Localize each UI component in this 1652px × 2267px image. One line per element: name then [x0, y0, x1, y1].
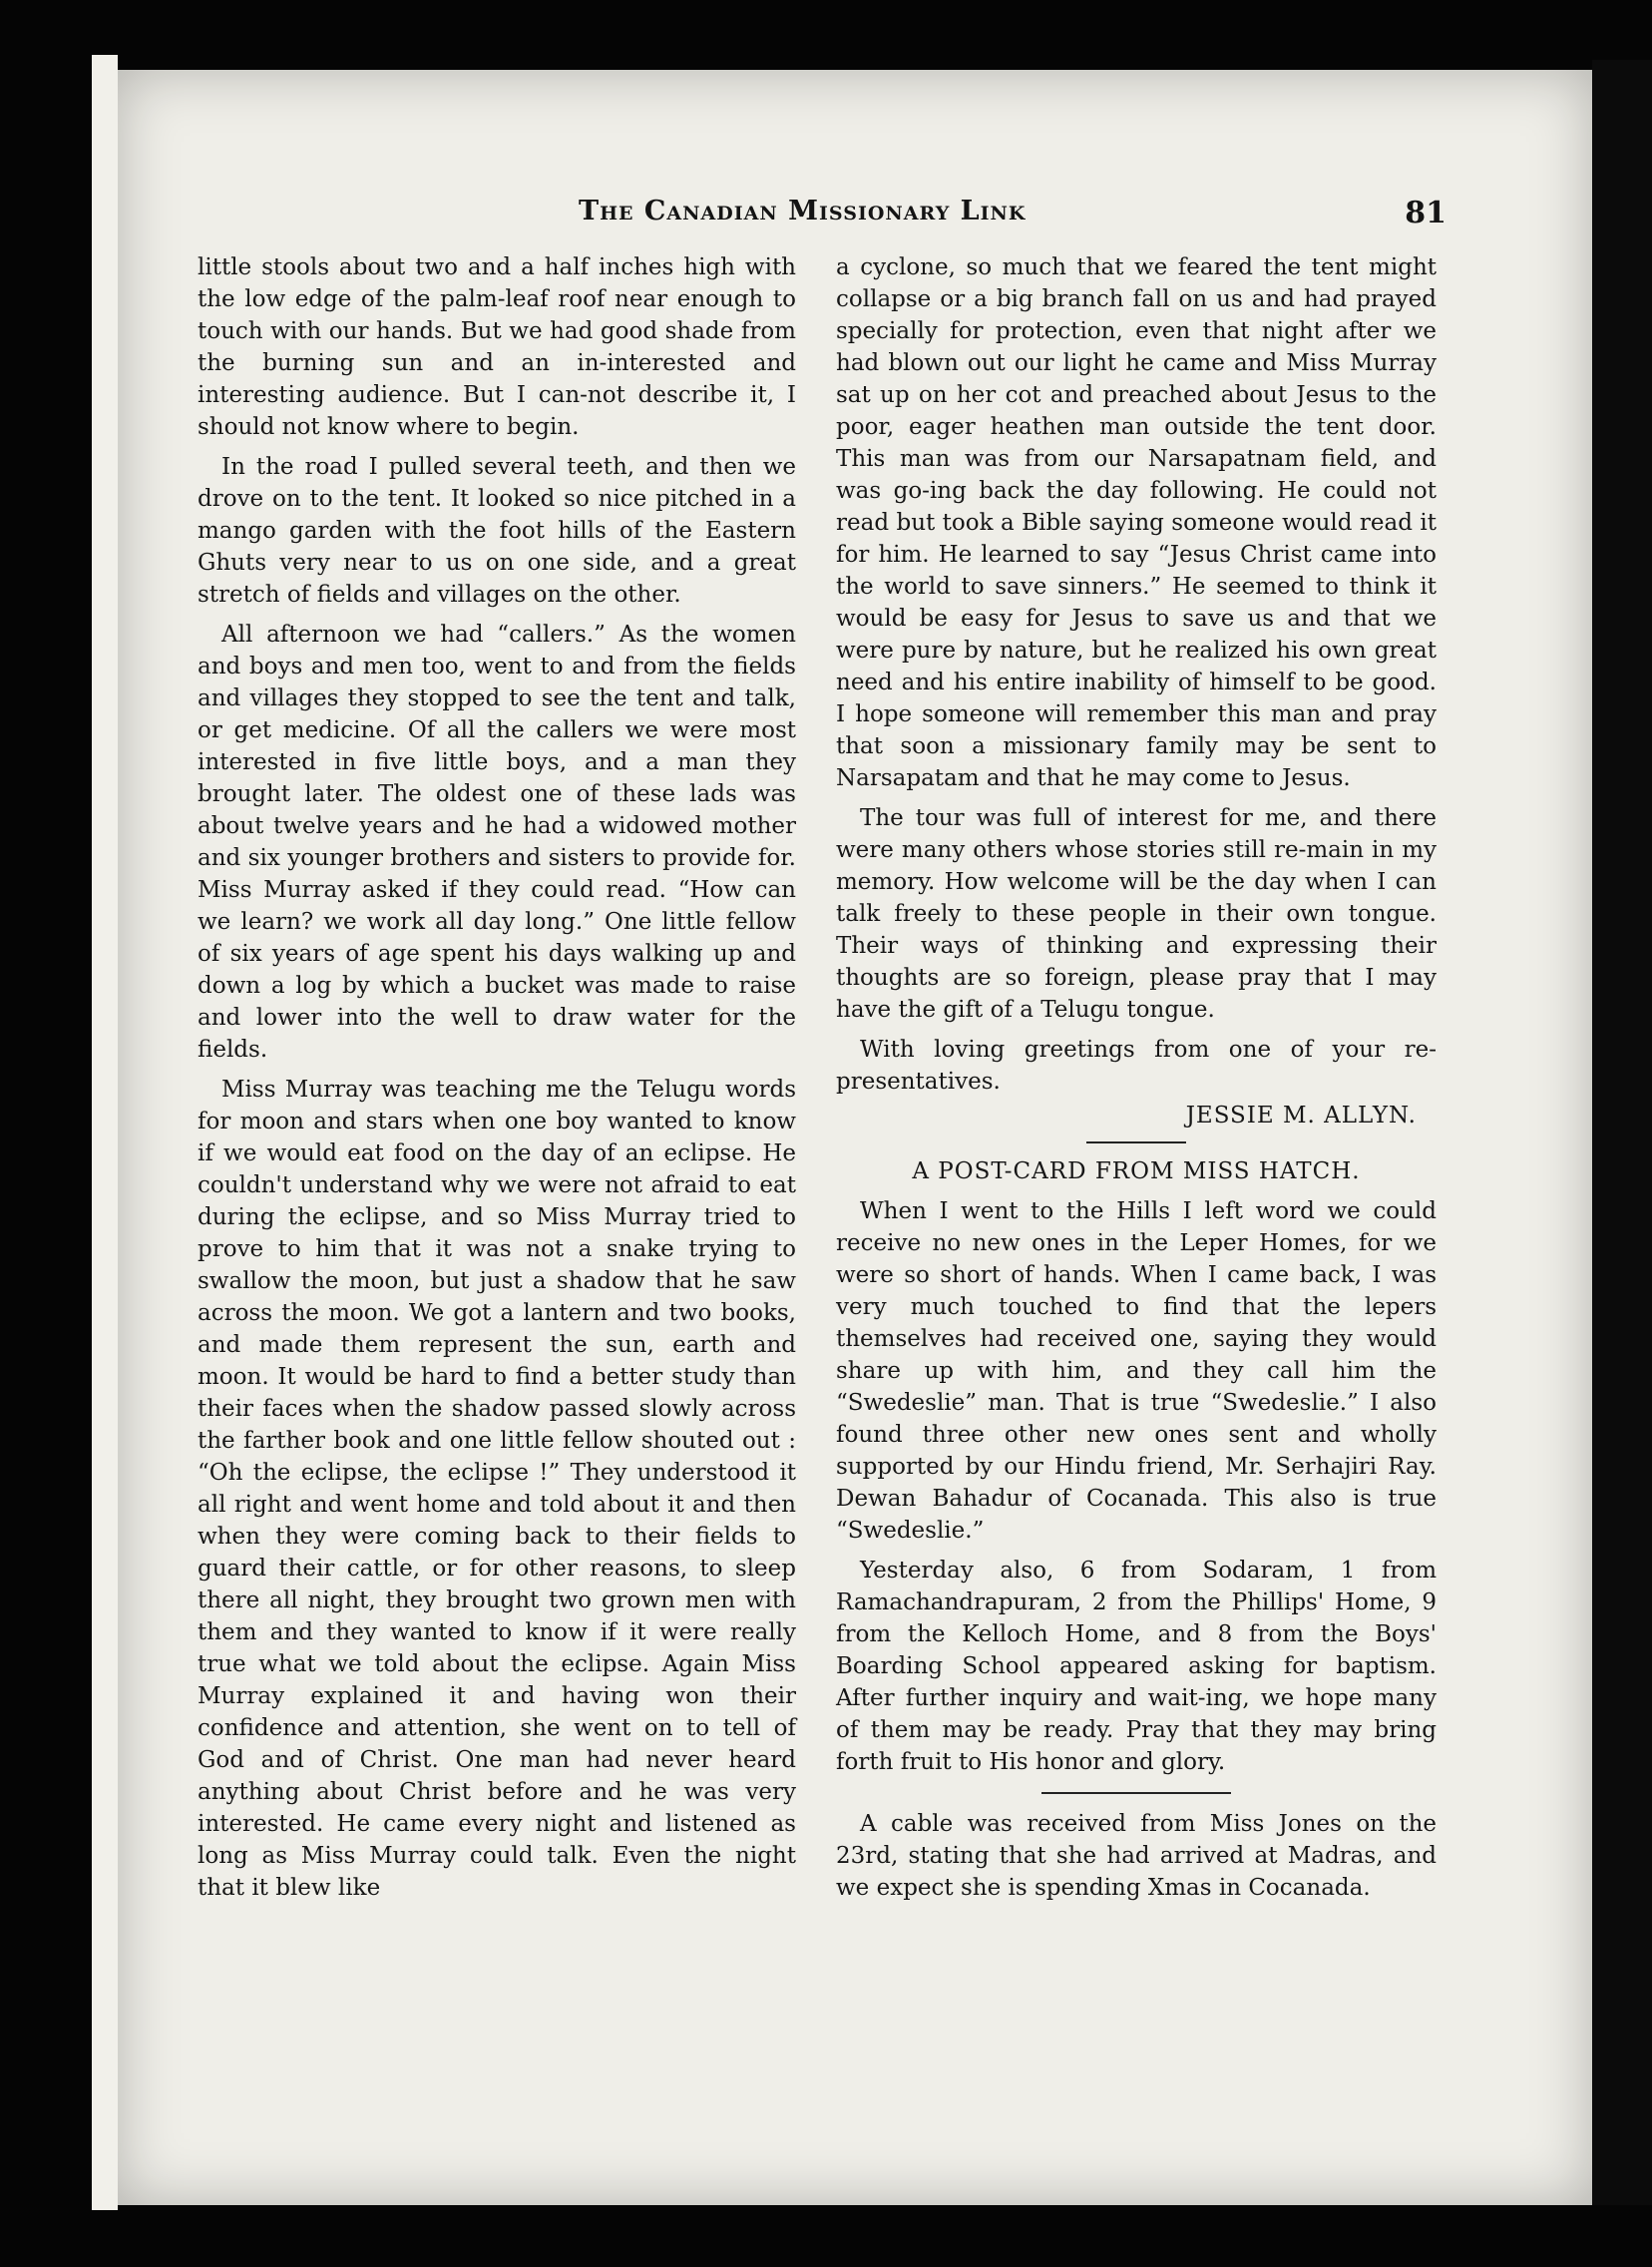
- section-heading: A POST-CARD FROM MISS HATCH.: [912, 1158, 1361, 1184]
- running-title: The Canadian Missionary Link: [579, 196, 1027, 227]
- paragraph: All afternoon we had “callers.” As the women and boys and men too, went to and from the fields and villages they stopped to see the tent and talk, or get medicine. Of all the callers we were most interested in five little boys, and a man they brought later. The oldest one of these lads was about twelve years and he had a widowed mother and six younger brothers and sisters to provide for. Miss Murray asked if they could read. “How can we learn? we work all day long.” One little fellow of six years of age spent his days walking up and down a log by which a bucket was made to raise and lower into the well to draw water for the fields.: [198, 622, 796, 1063]
- paragraph: The tour was full of interest for me, and there were many others whose stories still re-main in my memory. How welcome will be the day when I can talk freely to these people in their own tongue. Their ways of thinking and expressing their thoughts are so foreign, please pray that I may have the gift of a Telugu tongue.: [836, 805, 1437, 1023]
- page-number: 81: [1405, 196, 1446, 230]
- page-header: [200, 196, 1446, 235]
- paragraph: a cyclone, so much that we feared the tent might collapse or a big branch fall on us and had prayed specially for protection, even that night after we had blown out our light he came and Miss Murray sat up on her cot and preached about Jesus to the poor, eager heathen man outside the tent door. This man was from our Narsapatnam field, and was go-ing back the day following. He could not read but took a Bible saying someone would read it for him. He learned to say “Jesus Christ came into the world to save sinners.” He seemed to think it would be easy for Jesus to save us and that we were pure by nature, but he realized his own great need and his entire inability of himself to be good. I hope someone will remember this man and pray that soon a missionary family may be sent to Narsapatam and that he may come to Jesus.: [836, 254, 1437, 791]
- divider: [1041, 1792, 1231, 1794]
- paragraph: Yesterday also, 6 from Sodaram, 1 from Ramachandrapuram, 2 from the Phillips' Home, 9 from the Kelloch Home, and 8 from the Boys' Boarding School appeared asking for baptism. After further inquiry and wait-ing, we hope many of them may be ready. Pray that they may bring forth fruit to His honor and glory.: [836, 1558, 1437, 1775]
- facing-page-edge: [92, 55, 118, 2210]
- greeting: With loving greetings from one of your re-presentatives.: [836, 1037, 1437, 1095]
- left-column: [198, 251, 796, 1912]
- scan-border: [1592, 60, 1652, 2205]
- right-column: [836, 251, 1437, 1912]
- divider: [1086, 1141, 1186, 1143]
- paragraph: little stools about two and a half inches high with the low edge of the palm-leaf roof near enough to touch with our hands. But we had good shade from the burning sun and an in-interested and interesting audience. But I can-not describe it, I should not know where to begin.: [198, 254, 796, 440]
- paragraph: Miss Murray was teaching me the Telugu words for moon and stars when one boy wanted to know if we would eat food on the day of an eclipse. He couldn't understand why we were not afraid to eat during the eclipse, and so Miss Murray tried to prove to him that it was not a snake trying to swallow the moon, but just a shadow that he saw across the moon. We got a lantern and two books, and made them represent the sun, earth and moon. It would be hard to find a better study than their faces when the shadow passed slowly across the farther book and one little fellow shouted out : “Oh the eclipse, the eclipse !” They understood it all right and went home and told about it and then when they were coming back to their fields to guard their cattle, or for other reasons, to sleep there all night, they brought two grown men with them and they wanted to know if it were really true what we told about the eclipse. Again Miss Murray explained it and having won their confidence and attention, she went on to tell of God and of Christ. One man had never heard anything about Christ before and he was very interested. He came every night and listened as long as Miss Murray could talk. Even the night that it blew like: [198, 1077, 796, 1901]
- paragraph: A cable was received from Miss Jones on the 23rd, stating that she had arrived at Madras, and we expect she is spending Xmas in Cocanada.: [836, 1811, 1437, 1901]
- signature: JESSIE M. ALLYN.: [1185, 1103, 1417, 1129]
- paragraph: In the road I pulled several teeth, and then we drove on to the tent. It looked so nice pitched in a mango garden with the foot hills of the Eastern Ghuts very near to us on one side, and a great stretch of fields and villages on the other.: [198, 454, 796, 608]
- paragraph: When I went to the Hills I left word we could receive no new ones in the Leper Homes, for we were so short of hands. When I came back, I was very much touched to find that the lepers themselves had received one, saying they would share up with him, and they call him the “Swedeslie” man. That is true “Swedeslie.” I also found three other new ones sent and wholly supported by our Hindu friend, Mr. Serhajiri Ray. Dewan Bahadur of Cocanada. This also is true “Swedeslie.”: [836, 1198, 1437, 1544]
